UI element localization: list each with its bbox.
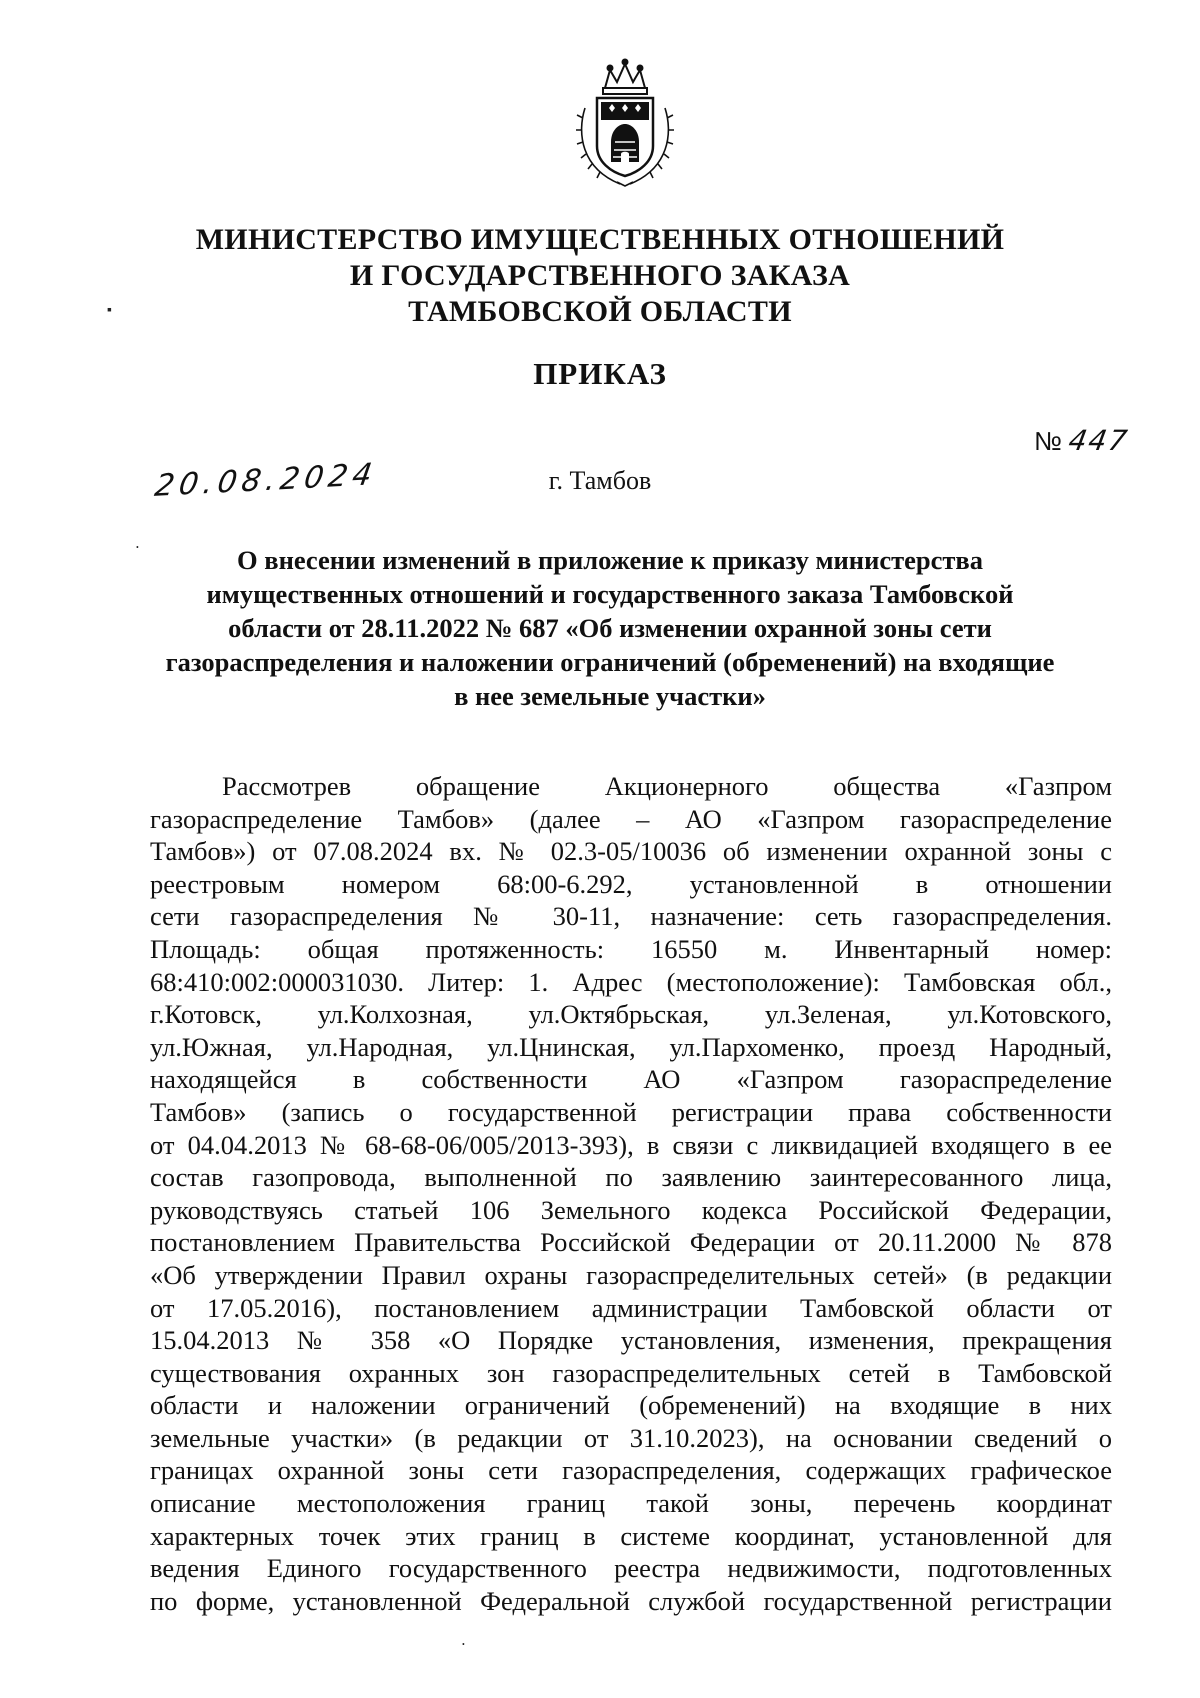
document-number bbox=[1034, 424, 1132, 457]
body-line: сети газораспределения № 30-11, назначение: сеть газораспределения. bbox=[150, 901, 1112, 932]
body-line: области и наложении ограничений (обременений) на входящие в них bbox=[150, 1390, 1112, 1421]
body-line: находящейся в собственности АО «Газпром газораспределение bbox=[150, 1064, 1112, 1095]
number-prefix: № bbox=[1034, 426, 1062, 456]
document-body bbox=[150, 770, 1112, 1617]
document-city: г. Тамбов bbox=[548, 466, 652, 495]
body-line: ул.Южная, ул.Народная, ул.Цнинская, ул.Пархоменко, проезд Народный, bbox=[150, 1031, 1112, 1062]
body-line: 15.04.2013 № 358 «О Порядке установления, изменения, прекращения bbox=[150, 1325, 1112, 1356]
document-type: ПРИКАЗ bbox=[533, 356, 667, 391]
body-line: «Об утверждении Правил охраны газораспределительных сетей» (в редакции bbox=[150, 1259, 1112, 1290]
body-line: по форме, установленной Федеральной службой государственной регистрации bbox=[150, 1585, 1112, 1616]
body-line: руководствуясь статьей 106 Земельного кодекса Российской Федерации, bbox=[150, 1194, 1112, 1225]
body-line: от 17.05.2016), постановлением администрации Тамбовской области от bbox=[150, 1292, 1112, 1323]
body-line: Рассмотрев обращение Акционерного общества «Газпром bbox=[222, 771, 1112, 801]
body-line: земельные участки» (в редакции от 31.10.2023), на основании сведений о bbox=[150, 1422, 1112, 1453]
org-title-line: ТАМБОВСКОЙ ОБЛАСТИ bbox=[408, 295, 792, 328]
body-line: характерных точек этих границ в системе координат, установленной для bbox=[150, 1520, 1112, 1551]
subject-line: О внесении изменений в приложение к приказу министерства bbox=[237, 545, 983, 575]
body-line: Тамбов» (запись о государственной регистрации права собственности bbox=[150, 1096, 1112, 1127]
handwritten-number: 447 bbox=[1066, 424, 1132, 457]
body-line: описание местоположения границ такой зоны, перечень координат bbox=[150, 1488, 1112, 1519]
subject-line: в нее земельные участки» bbox=[454, 681, 766, 711]
handwritten-date: 20.08.2024 bbox=[152, 457, 380, 504]
body-line: газораспределение Тамбов» (далее – АО «Газпром газораспределение bbox=[150, 803, 1112, 834]
document-subject bbox=[140, 543, 1080, 713]
tambov-coat-of-arms-icon bbox=[575, 58, 675, 188]
scan-speck: • bbox=[136, 543, 139, 552]
body-line: реестровым номером 68:00-6.292, установленной в отношении bbox=[150, 868, 1112, 899]
scan-speck: • bbox=[462, 1640, 465, 1649]
body-line: от 04.04.2013 № 68-68-06/005/2013-393), в связи с ликвидацией входящего в ее bbox=[150, 1129, 1112, 1160]
body-line: постановлением Правительства Российской Федерации от 20.11.2000 № 878 bbox=[150, 1227, 1112, 1258]
body-line: г.Котовск, ул.Колхозная, ул.Октябрьская, ул.Зеленая, ул.Котовского, bbox=[150, 999, 1112, 1030]
body-line: Тамбов») от 07.08.2024 вх. № 02.3-05/10036 об изменении охранной зоны с bbox=[150, 836, 1112, 867]
org-title-line: МИНИСТЕРСТВО ИМУЩЕСТВЕННЫХ ОТНОШЕНИЙ bbox=[195, 223, 1005, 256]
body-line: границах охранной зоны сети газораспределения, содержащих графическое bbox=[150, 1455, 1112, 1486]
body-line: ведения Единого государственного реестра недвижимости, подготовленных bbox=[150, 1553, 1112, 1584]
org-title-line: И ГОСУДАРСТВЕННОГО ЗАКАЗА bbox=[349, 259, 851, 292]
body-line: Площадь: общая протяженность: 16550 м. Инвентарный номер: bbox=[150, 933, 1112, 964]
body-line: 68:410:002:000031030. Литер: 1. Адрес (местоположение): Тамбовская обл., bbox=[150, 966, 1112, 997]
body-line: существования охранных зон газораспределительных сетей в Тамбовской bbox=[150, 1357, 1112, 1388]
subject-line: имущественных отношений и государственного заказа Тамбовской bbox=[206, 579, 1014, 609]
subject-line: области от 28.11.2022 № 687 «Об изменении охранной зоны сети bbox=[228, 613, 992, 643]
body-line: состав газопровода, выполненной по заявлению заинтересованного лица, bbox=[150, 1162, 1112, 1193]
subject-line: газораспределения и наложении ограничений (обременений) на входящие bbox=[165, 647, 1055, 677]
scan-speck: ▪ bbox=[107, 303, 112, 318]
organization-title bbox=[120, 222, 1080, 330]
